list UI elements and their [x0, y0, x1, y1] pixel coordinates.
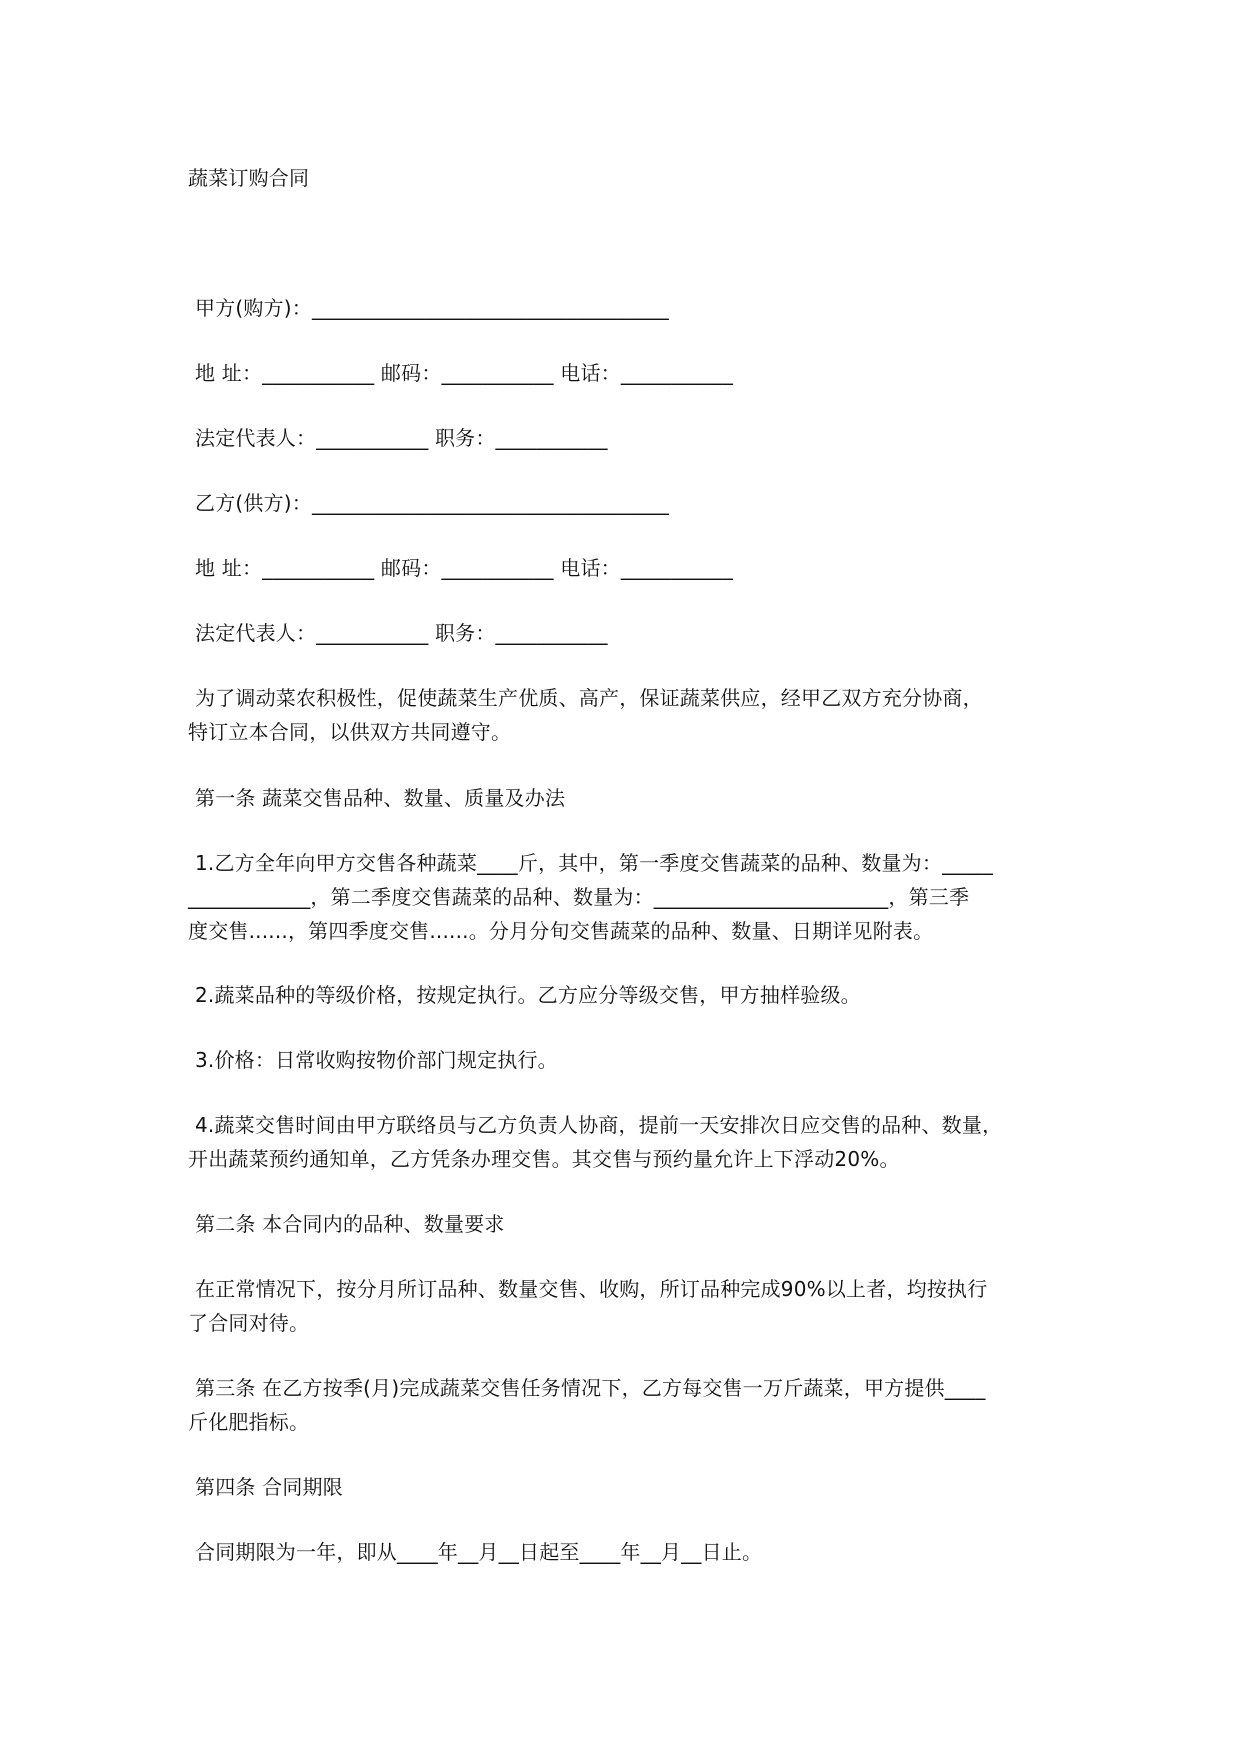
party-b-contact: 地 址：___________ 邮码：___________ 电话：___________ [195, 556, 734, 580]
article-1-item-4-line-2: 开出蔬菜预约通知单，乙方凭条办理交售。其交售与预约量允许上下浮动20%。 [188, 1147, 900, 1171]
article-1-item-1-line-3: 度交售......，第四季度交售......。分月分旬交售蔬菜的品种、数量、日期详见附表。 [188, 919, 934, 943]
article-2-body-line-2: 了合同对待。 [188, 1311, 310, 1335]
article-2-body-line-1: 在正常情况下，按分月所订品种、数量交售、收购，所订品种完成90%以上者，均按执行 [195, 1277, 988, 1301]
preamble-line-2: 特订立本合同，以供双方共同遵守。 [188, 720, 512, 744]
article-1-heading: 第一条 蔬菜交售品种、数量、质量及办法 [195, 786, 566, 810]
document-title: 蔬菜订购合同 [188, 166, 310, 190]
article-4-body: 合同期限为一年，即从____年__月__日起至____年__月__日止。 [195, 1540, 763, 1564]
article-1-item-1-line-2: ____________，第二季度交售蔬菜的品种、数量为：_______________________，第三季 [188, 885, 970, 909]
preamble-line-1: 为了调动菜农积极性，促使蔬菜生产优质、高产，保证蔬菜供应，经甲乙双方充分协商， [195, 686, 983, 710]
party-b-representative: 法定代表人：___________ 职务：___________ [195, 621, 608, 645]
party-a-name: 甲方(购方)：___________________________________ [195, 296, 670, 320]
party-a-representative: 法定代表人：___________ 职务：___________ [195, 426, 608, 450]
party-a-contact: 地 址：___________ 邮码：___________ 电话：___________ [195, 361, 734, 385]
article-2-heading: 第二条 本合同内的品种、数量要求 [195, 1212, 505, 1236]
article-1-item-1-line-1: 1.乙方全年向甲方交售各种蔬菜____斤，其中，第一季度交售蔬菜的品种、数量为：_____ [195, 851, 994, 875]
article-1-item-4-line-1: 4.蔬菜交售时间由甲方联络员与乙方负责人协商，提前一天安排次日应交售的品种、数量， [195, 1113, 1003, 1137]
article-1-item-2: 2.蔬菜品种的等级价格，按规定执行。乙方应分等级交售，甲方抽样验级。 [195, 983, 861, 1007]
article-4-heading: 第四条 合同期限 [195, 1475, 343, 1499]
article-3-body-line-1: 第三条 在乙方按季(月)完成蔬菜交售任务情况下，乙方每交售一万斤蔬菜，甲方提供____ [195, 1376, 986, 1400]
party-b-name: 乙方(供方)：___________________________________ [195, 491, 670, 515]
article-3-body-line-2: 斤化肥指标。 [188, 1410, 310, 1434]
article-1-item-3: 3.价格：日常收购按物价部门规定执行。 [195, 1048, 558, 1072]
